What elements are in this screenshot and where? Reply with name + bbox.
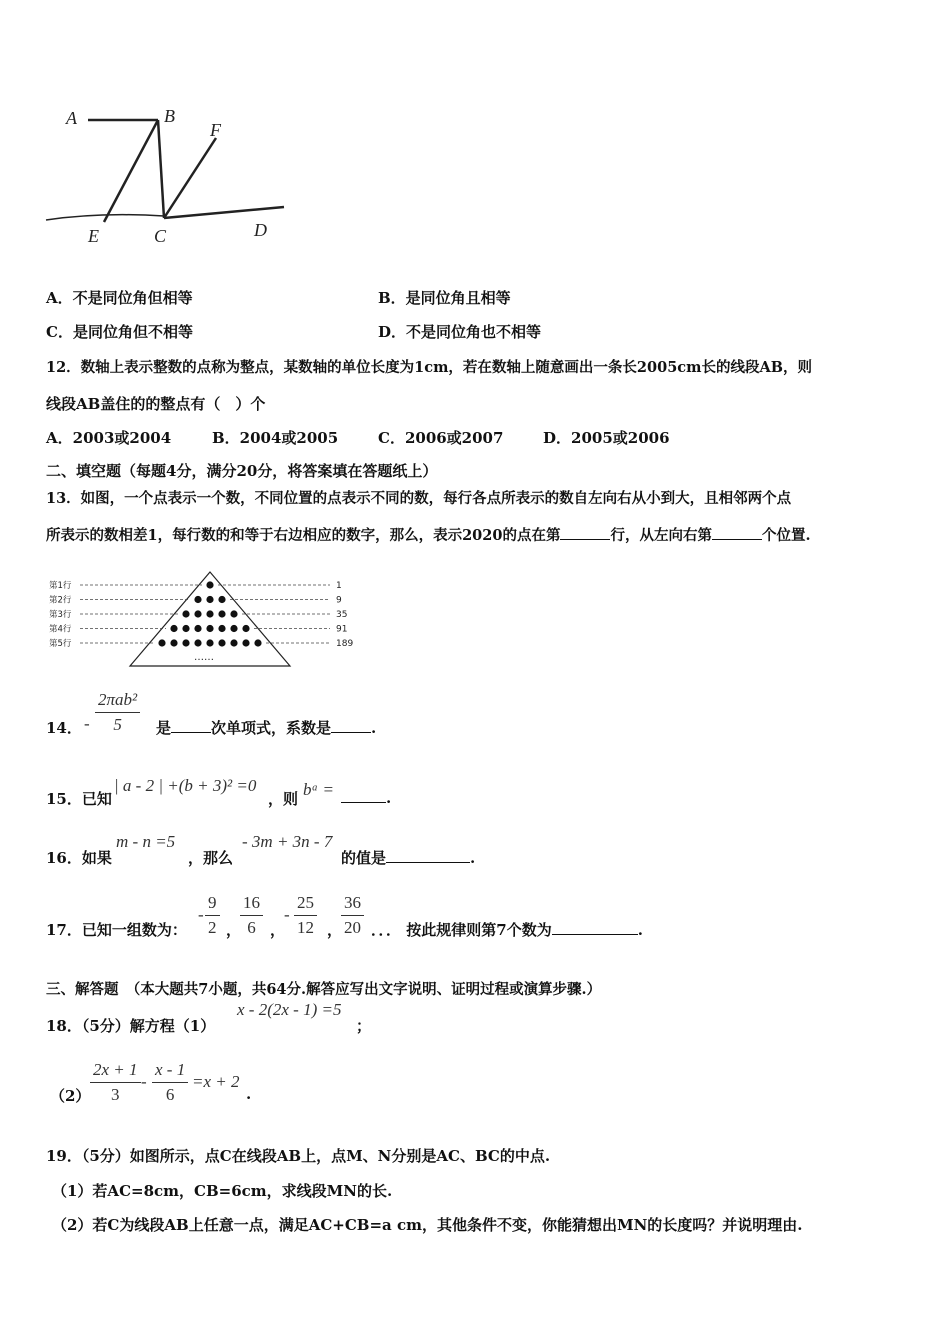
q17-pre: 17．已知一组数为：	[46, 921, 187, 939]
q13-blank-position[interactable]	[712, 525, 762, 540]
q14-text1: 是	[156, 719, 172, 737]
q18-frac-2-num: x - 1	[155, 1060, 186, 1079]
number-dot	[206, 610, 213, 617]
q15-expr: | a - 2 | +(b + 3)² =0	[114, 776, 257, 795]
q17-sep-2: ，	[270, 921, 286, 939]
number-dot	[230, 610, 237, 617]
row-sum: 9	[336, 595, 342, 606]
q17-frac-3	[294, 893, 317, 938]
q17-frac-4	[341, 893, 364, 938]
label-a: A	[66, 108, 77, 128]
q11-option-c: C．是同位角但不相等	[46, 323, 193, 341]
q15-answer	[341, 788, 391, 807]
q17-sep-1: ，	[226, 921, 242, 939]
q11-option-b: B．是同位角且相等	[378, 289, 511, 307]
number-dot	[218, 639, 225, 646]
number-dot	[182, 639, 189, 646]
number-dot	[194, 610, 201, 617]
number-dot	[170, 625, 177, 632]
q14-frac-den: 5	[113, 715, 122, 734]
q16-expr2: - 3m + 3n - 7	[242, 832, 333, 851]
number-dot	[218, 610, 225, 617]
q16-mid: ，那么	[188, 849, 234, 867]
q16-post: 的值是	[341, 849, 387, 867]
q17-sep-3: ，	[327, 921, 343, 939]
row-sum: 189	[336, 639, 354, 649]
q15-blank[interactable]	[341, 788, 386, 803]
q18-pre: 18．（5分）解方程（1）	[46, 1017, 216, 1035]
q12-option-b: B．2004或2005	[212, 429, 339, 447]
number-dot	[242, 625, 249, 632]
q17-tail	[371, 919, 643, 940]
q13-text-c: 个位置.	[761, 527, 811, 544]
q16-pre: 16．如果	[46, 849, 112, 867]
q18-end: .	[246, 1085, 252, 1103]
q17-frac-3-den: 12	[297, 918, 314, 937]
q17-frac-1	[205, 893, 220, 938]
label-d: D	[254, 220, 267, 240]
label-b: B	[164, 106, 175, 126]
number-dot	[158, 639, 165, 646]
q18-rhs: =x + 2	[192, 1072, 240, 1091]
number-dot	[182, 610, 189, 617]
row-label: 第3行	[49, 610, 72, 620]
number-dot	[194, 639, 201, 646]
q14-fraction	[95, 690, 140, 735]
q17-frac-2-num: 16	[243, 893, 260, 912]
dot-triangle-figure	[44, 570, 364, 670]
q14-number: 14．	[46, 719, 82, 737]
number-dot	[254, 639, 261, 646]
number-dot	[218, 596, 225, 603]
q17-frac-1-num: 9	[208, 893, 217, 912]
number-dot	[230, 639, 237, 646]
section3-heading: 三、解答题 （本大题共7小题，共64分.解答应写出文字说明、证明过程或演算步骤.）	[46, 981, 602, 998]
q18-part2: （2）	[50, 1087, 91, 1105]
q13-blank-row[interactable]	[560, 525, 610, 540]
q14-text2: 次单项式，系数是	[211, 719, 332, 737]
number-dot	[206, 639, 213, 646]
q15-end: .	[386, 789, 392, 807]
q17-frac-4-num: 36	[344, 893, 361, 912]
q18-frac-2-den: 6	[165, 1085, 175, 1104]
q19-line3: （2）若C为线段AB上任意一点，满足AC+CB=a cm，其他条件不变，你能猜想出MN的长度吗？并说明理由.	[52, 1216, 803, 1234]
q17-post: 按此规律则第7个数为	[406, 921, 552, 939]
q14-sign: -	[84, 714, 90, 733]
number-dot	[194, 596, 201, 603]
q17-frac-2	[240, 893, 263, 938]
label-f: F	[210, 120, 221, 140]
row-label: 第5行	[49, 639, 72, 649]
q18-frac-2	[152, 1060, 188, 1105]
row-sum: 91	[336, 624, 348, 635]
q19-line2: （1）若AC=8cm，CB=6cm，求线段MN的长.	[52, 1182, 393, 1200]
q17-frac-3-num: 25	[297, 893, 314, 912]
row-label: 第4行	[49, 624, 72, 635]
q17-end: .	[637, 921, 643, 939]
q16-expr: m - n =5	[116, 832, 176, 851]
row-label: 第2行	[49, 595, 72, 606]
number-dot	[182, 625, 189, 632]
q14-blank-coefficient[interactable]	[331, 718, 371, 733]
q17-frac-4-den: 20	[344, 918, 361, 937]
q16-answer	[341, 847, 475, 868]
q12-option-d: D．2005或2006	[543, 429, 670, 447]
number-dot	[206, 625, 213, 632]
q15-mid: ，则	[268, 790, 299, 808]
q13-line1: 13．如图，一个点表示一个数，不同位置的点表示不同的数，每行各点所表示的数自左向右从小到大，且相邻两个点	[46, 490, 792, 507]
row-sum: 35	[336, 610, 348, 620]
q18-semicolon: ；	[356, 1017, 372, 1035]
q11-option-d: D．不是同位角也不相等	[378, 323, 542, 341]
q18-frac-1	[90, 1060, 141, 1105]
q17-dots: ．．．	[371, 921, 402, 939]
q16-blank[interactable]	[386, 848, 470, 863]
number-dot	[170, 639, 177, 646]
number-dot	[194, 625, 201, 632]
q13-text-b: 行，从左向右第	[610, 527, 712, 544]
row-sum: 1	[336, 581, 342, 591]
q17-sign-3: -	[284, 905, 290, 924]
q14-end: .	[371, 719, 377, 737]
q12-option-a: A．2003或2004	[46, 429, 172, 447]
dot-ellipsis: ……	[194, 652, 214, 663]
number-dot	[218, 625, 225, 632]
q16-end: .	[470, 849, 476, 867]
q14-blank-degree[interactable]	[171, 718, 211, 733]
section2-heading: 二、填空题（每题4分，满分20分，将答案填在答题纸上）	[46, 462, 438, 480]
number-dot	[206, 581, 213, 588]
q19-line1: 19．（5分）如图所示，点C在线段AB上，点M、N分别是AC、BC的中点.	[46, 1147, 551, 1165]
label-e: E	[88, 226, 99, 246]
label-c: C	[154, 226, 167, 246]
number-dot	[230, 625, 237, 632]
q17-sign-1: -	[198, 905, 204, 924]
q17-blank[interactable]	[552, 920, 638, 935]
q13-text-a: 所表示的数相差1，每行数的和等于右边相应的数字，那么，表示2020的点在第	[46, 527, 561, 544]
q13-line2	[46, 524, 811, 545]
q18-minus: -	[141, 1072, 147, 1091]
q14-frac-num: 2πab²	[98, 690, 138, 709]
q12-line2: 线段AB盖住的的整点有（ ）个	[46, 395, 266, 413]
q18-expr1: x - 2(2x - 1) =5	[237, 1000, 342, 1019]
q12-line1: 12．数轴上表示整数的点称为整点，某数轴的单位长度为1cm，若在数轴上随意画出一条长2005cm长的线段AB，则	[46, 359, 812, 376]
q18-frac-1-num: 2x + 1	[93, 1060, 138, 1079]
angle-figure	[40, 100, 300, 250]
q18-frac-1-den: 3	[111, 1085, 120, 1104]
q17-frac-2-den: 6	[247, 918, 256, 937]
q11-option-a: A．不是同位角但相等	[46, 289, 193, 307]
q12-option-c: C．2006或2007	[378, 429, 504, 447]
q17-frac-1-den: 2	[208, 918, 217, 937]
q15-pre: 15．已知	[46, 790, 112, 808]
number-dot	[206, 596, 213, 603]
row-label: 第1行	[49, 581, 72, 591]
number-dot	[242, 639, 249, 646]
q14-text	[156, 717, 376, 738]
q15-expr2: bᵃ =	[303, 780, 334, 799]
